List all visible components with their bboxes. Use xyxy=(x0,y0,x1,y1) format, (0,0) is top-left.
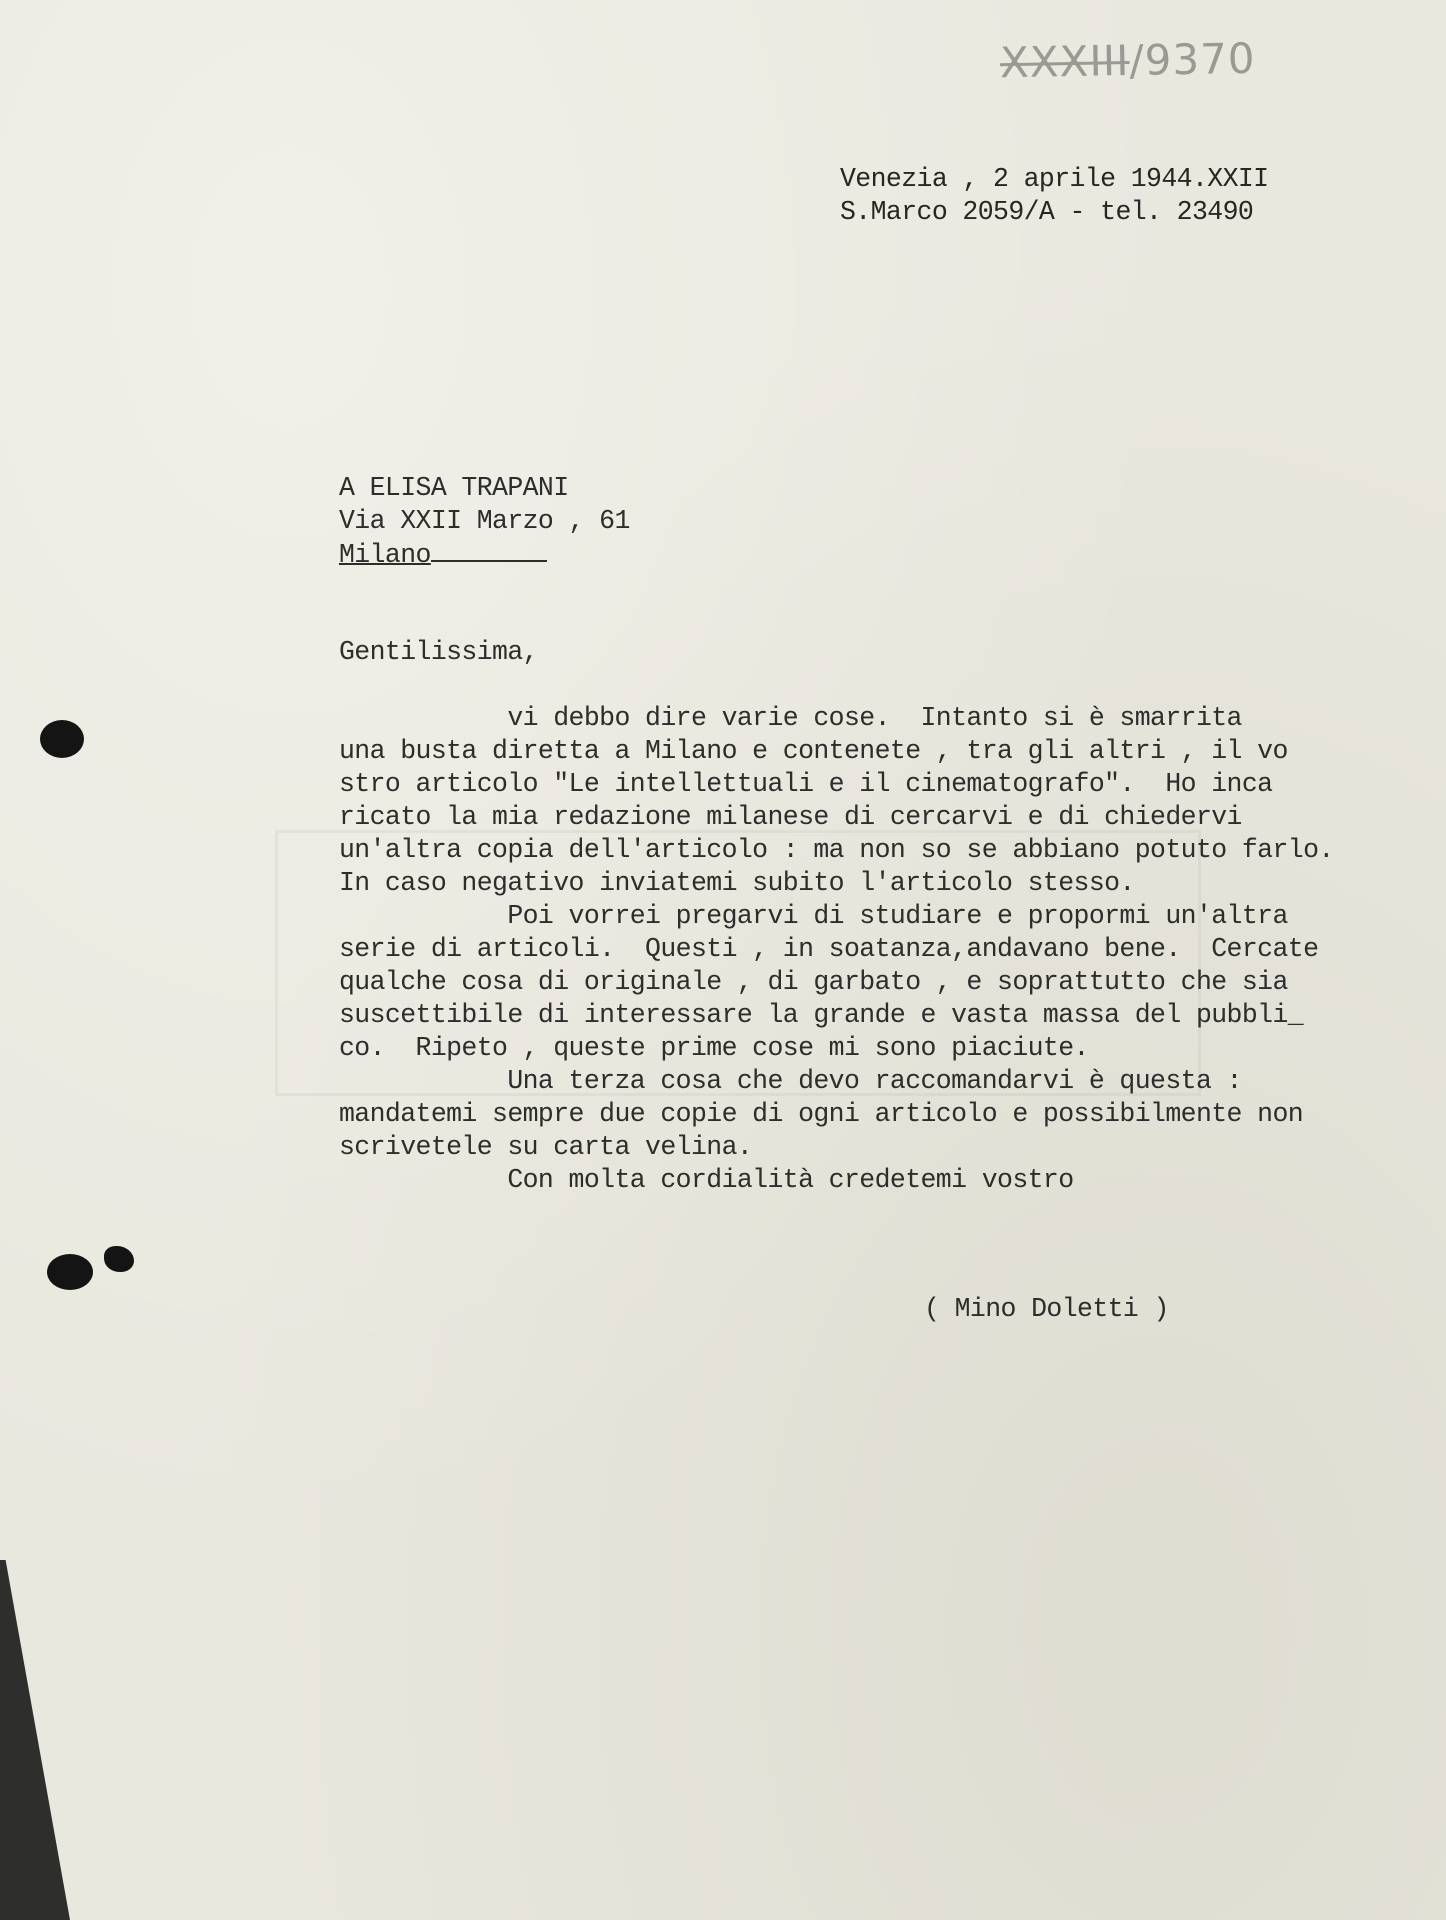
recipient-street: Via XXII Marzo , 61 xyxy=(339,506,630,536)
place-date: Venezia , 2 aprile 1944.XXII xyxy=(840,164,1269,194)
scan-edge-shadow xyxy=(0,1560,70,1920)
recipient-city: Milano xyxy=(339,540,431,570)
binder-hole-fragment xyxy=(104,1246,134,1272)
body-line: suscettibile di interessare la grande e vasta massa del pubbli_ xyxy=(339,1000,1304,1030)
archive-number-struck: XXXIII xyxy=(999,35,1130,88)
city-underline-rule xyxy=(431,538,547,562)
body-line: co. Ripeto , queste prime cose mi sono piaciute. xyxy=(339,1033,1089,1063)
body-line: ricato la mia redazione milanese di cercarvi e di chiedervi xyxy=(339,802,1242,832)
binder-hole-upper xyxy=(40,720,84,758)
recipient-city-line xyxy=(339,538,630,572)
recipient-name: A ELISA TRAPANI xyxy=(339,473,569,503)
body-line: scrivetele su carta velina. xyxy=(339,1132,753,1162)
body-line: una busta diretta a Milano e contenete , tra gli altri , il vo xyxy=(339,736,1288,766)
body-line: mandatemi sempre due copie di ogni articolo e possibilmente non xyxy=(339,1099,1304,1129)
body-line: Una terza cosa che devo raccomandarvi è questa : xyxy=(339,1066,1242,1096)
sender-address: S.Marco 2059/A - tel. 23490 xyxy=(840,197,1254,227)
body-line: In caso negativo inviatemi subito l'articolo stesso. xyxy=(339,868,1135,898)
archive-number xyxy=(1000,34,1256,87)
salutation: Gentilissima, xyxy=(339,637,538,667)
binder-hole-lower xyxy=(47,1254,93,1290)
body-line: qualche cosa di originale , di garbato , e soprattutto che sia xyxy=(339,967,1288,997)
archive-number-value: /9370 xyxy=(1129,33,1256,85)
letter-body xyxy=(339,669,1334,1263)
body-line: vi debbo dire varie cose. Intanto si è smarrita xyxy=(339,703,1242,733)
letter-header xyxy=(840,163,1268,229)
body-line: stro articolo "Le intellettuali e il cinematografo". Ho inca xyxy=(339,769,1273,799)
body-line: serie di articoli. Questi , in soatanza,andavano bene. Cercate xyxy=(339,934,1319,964)
body-line: un'altra copia dell'articolo : ma non so se abbiano potuto farlo. xyxy=(339,835,1334,865)
signature: ( Mino Doletti ) xyxy=(924,1294,1169,1324)
body-line: Poi vorrei pregarvi di studiare e propormi un'altra xyxy=(339,901,1288,931)
recipient-address xyxy=(339,472,630,572)
body-line: Con molta cordialità credetemi vostro xyxy=(339,1165,1074,1195)
